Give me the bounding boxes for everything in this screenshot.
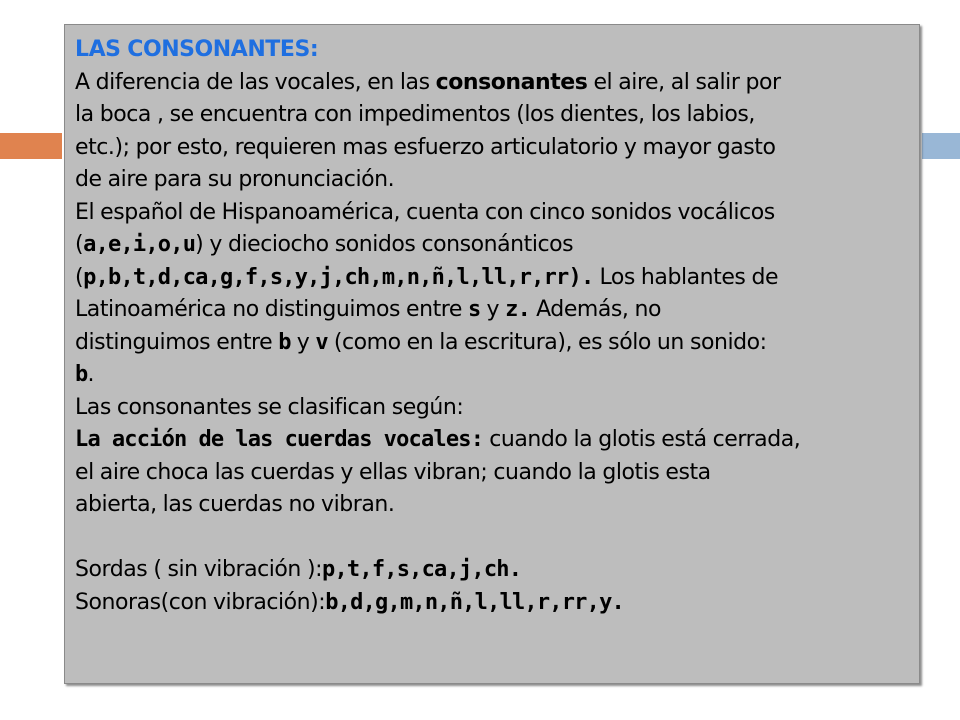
paragraph-line: A diferencia de las vocales, en las consonantes el aire, al salir por	[75, 69, 781, 95]
sordas-line: Sordas ( sin vibración ):p,t,f,s,ca,j,ch.	[75, 557, 522, 582]
sonoras-list: b,d,g,m,n,ñ,l,ll,r,rr,y	[325, 589, 612, 615]
paragraph-line: de aire para su pronunciación.	[75, 167, 395, 192]
paragraph-line: El español de Hispanoamérica, cuenta con cinco sonidos vocálicos	[75, 199, 775, 225]
term-consonantes: consonantes	[435, 69, 588, 95]
spacer	[75, 522, 909, 555]
accent-bar-right	[922, 133, 960, 159]
sordas-list: p,t,f,s,ca,j,ch	[322, 557, 509, 582]
paragraph-line: la boca , se encuentra con impedimentos (los dientes, los labios,	[75, 102, 755, 127]
paragraph-line: Las consonantes se clasifican según:	[75, 394, 464, 420]
paragraph-line: Latinoamérica no distinguimos entre s y z. Además, no	[75, 297, 662, 322]
sonoras-line: Sonoras(con vibración):b,d,g,m,n,ñ,l,ll,r,rr,y.	[75, 589, 624, 615]
paragraph-line: etc.); por esto, requieren mas esfuerzo articulatorio y mayor gasto	[75, 134, 776, 160]
vowel-list: a,e,i,o,u	[83, 232, 196, 257]
slide-text	[75, 34, 909, 619]
subheading-cuerdas: La acción de las cuerdas vocales:	[75, 427, 484, 452]
paragraph-line: (a,e,i,o,u) y dieciocho sonidos consonánticos	[75, 232, 574, 257]
slide-heading: LAS CONSONANTES:	[75, 37, 319, 62]
paragraph-line: abierta, las cuerdas no vibran.	[75, 492, 395, 517]
paragraph-line: b.	[75, 362, 94, 387]
paragraph-line: (p,b,t,d,ca,g,f,s,y,j,ch,m,n,ñ,l,ll,r,rr). Los hablantes de	[75, 264, 779, 290]
paragraph-line: distinguimos entre b y v (como en la escritura), es sólo un sonido:	[75, 329, 767, 355]
accent-bar-left	[0, 133, 62, 159]
paragraph-line: el aire choca las cuerdas y ellas vibran; cuando la glotis esta	[75, 459, 711, 485]
consonant-list: p,b,t,d,ca,g,f,s,y,j,ch,m,n,ñ,l,ll,r,rr).	[83, 264, 594, 290]
paragraph-line: La acción de las cuerdas vocales: cuando la glotis está cerrada,	[75, 427, 801, 452]
content-panel	[64, 24, 920, 684]
